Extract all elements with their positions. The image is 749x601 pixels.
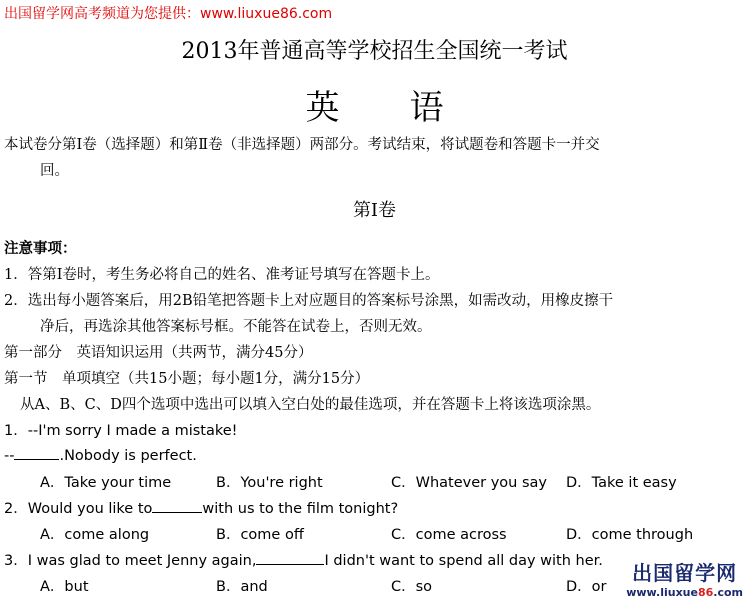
note-2-line-1: 2．选出每小题答案后，用2B铅笔把答题卡上对应题目的答案标号涂黑，如需改动，用橡皮擦干 (4, 293, 614, 309)
intro-line-1: 本试卷分第Ⅰ卷（选择题）和第Ⅱ卷（非选择题）两部分。考试结束，将试题卷和答题卡一并交 (4, 137, 600, 153)
q3-stem-suffix: I didn't want to spend all day with her. (324, 553, 603, 569)
q3-stem (4, 549, 603, 570)
q3-option-c: C．so (391, 579, 433, 595)
section-1-heading: 第一节 单项填空（共15小题；每小题1分，满分15分） (4, 371, 370, 387)
q2-option-b: B．come off (216, 527, 304, 543)
subject-char-1: 英 (305, 88, 340, 128)
note-2-line-2: 净后，再选涂其他答案标号框。不能答在试卷上，否则无效。 (40, 319, 432, 335)
watermark-logo (626, 557, 743, 599)
watermark-url-number: 86 (697, 586, 714, 599)
note-1: 1．答第Ⅰ卷时，考生务必将自己的姓名、准考证号填写在答题卡上。 (4, 267, 440, 283)
watermark-url-suffix: .com (713, 586, 743, 599)
q2-stem (4, 497, 398, 518)
q1-answer-blank (14, 445, 59, 460)
q2-stem-suffix: with us to the film tonight? (202, 501, 399, 517)
exam-title: 2013年普通高等学校招生全国统一考试 (181, 39, 568, 64)
watermark-url-prefix: www.liuxue (626, 586, 698, 599)
watermark-url (626, 586, 743, 599)
q3-stem-prefix: 3．I was glad to meet Jenny again, (4, 553, 257, 569)
q3-answer-blank (256, 550, 324, 565)
subject-heading (0, 80, 749, 129)
q1-dash: -- (4, 448, 15, 464)
watermark-name: 出国留学网 (632, 561, 738, 585)
q3-option-d: D．or (566, 579, 607, 595)
notes-heading: 注意事项： (4, 240, 77, 257)
q1-line-1: 1．--I'm sorry I made a mistake! (4, 423, 238, 439)
q3-option-b: B．and (216, 579, 268, 595)
q2-option-d: D．come through (566, 527, 694, 543)
q1-option-a: A．Take your time (40, 475, 172, 491)
q1-line-2 (4, 445, 197, 464)
intro-line-2: 回。 (40, 163, 69, 179)
q3-option-a: A．but (40, 579, 89, 595)
q1-option-d: D．Take it easy (566, 475, 677, 491)
q2-answer-blank (152, 498, 202, 513)
q1-option-c: C．Whatever you say (391, 475, 547, 491)
header-note: 出国留学网高考频道为您提供：www.liuxue86.com (4, 6, 333, 22)
q2-option-a: A．come along (40, 527, 150, 543)
q1-option-b: B．You're right (216, 475, 323, 491)
subject-char-2: 语 (409, 88, 444, 128)
q2-option-c: C．come across (391, 527, 507, 543)
part-1-heading: 第一部分 英语知识运用（共两节，满分45分） (4, 345, 313, 361)
q2-stem-prefix: 2．Would you like to (4, 501, 153, 517)
q1-line-2-text: .Nobody is perfect. (59, 448, 197, 464)
instruction: 从A、B、C、D四个选项中选出可以填入空白处的最佳选项，并在答题卡上将该选项涂黑。 (20, 397, 601, 413)
volume-heading: 第Ⅰ卷 (352, 200, 397, 221)
